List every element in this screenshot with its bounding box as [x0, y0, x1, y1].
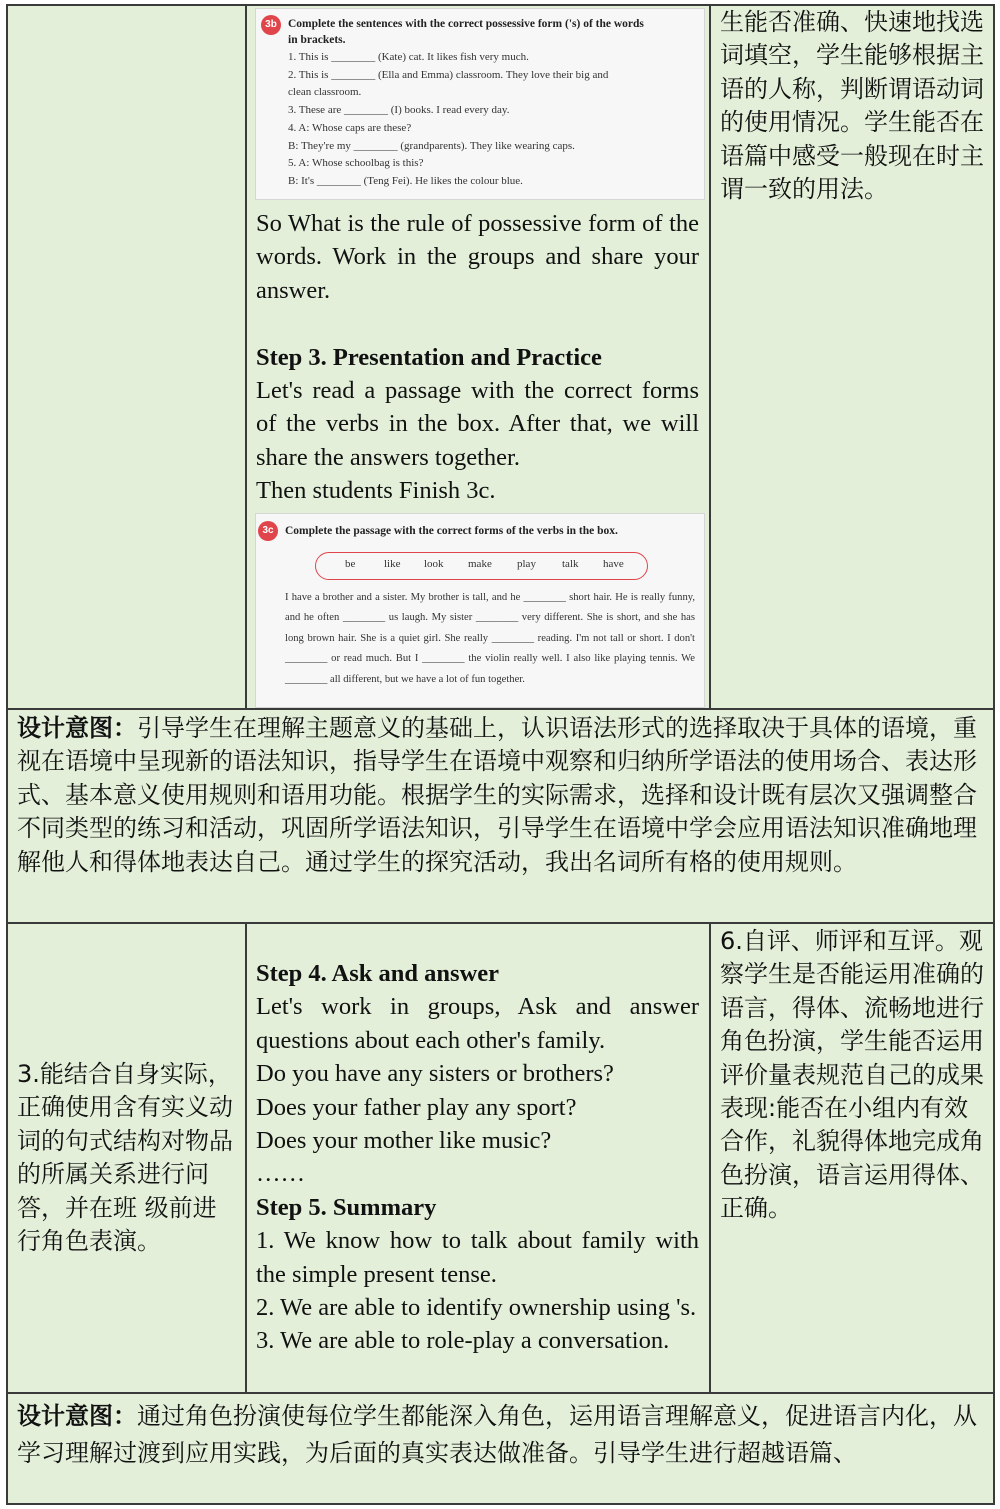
ellipsis: …… — [256, 1160, 305, 1188]
design-intent-cell-1 — [6, 708, 995, 924]
exercise-3b-image — [255, 8, 705, 200]
exercise-3b-line: 2. This is ________ (Ella and Emma) classroom. They love their big and — [288, 68, 609, 81]
verb-box — [315, 552, 648, 580]
step4-title: Step 4. Ask and answer — [256, 960, 500, 987]
step5-title: Step 5. Summary — [256, 1193, 437, 1221]
left-bottom-cell — [6, 922, 247, 1394]
summary-item-3: 3. We are able to role-play a conversation. — [256, 1327, 670, 1355]
verb-word: be — [345, 558, 356, 570]
step4-intro: Let's work in groups, Ask and answer questions about each other's family. — [256, 993, 699, 1054]
exercise-3c-image — [255, 513, 705, 708]
exercise-3b-line: B: They're my ________ (grandparents). They like wearing caps. — [288, 139, 575, 152]
learning-objective-3: 3.能结合自身实际，正确使用含有实义动词的句式结构对物品的所属关系进行问答，并在班 级前进行角色表演。 — [17, 1060, 233, 1256]
exercise-3b-title: Complete the sentences with the correct possessive form ('s) of the words — [288, 18, 644, 30]
design-intent-cell-2 — [6, 1392, 995, 1505]
verb-word: play — [517, 558, 536, 570]
exercise-3b-line: B: It's ________ (Teng Fei). He likes the colour blue. — [288, 174, 523, 187]
summary-item-2: 2. We are able to identify ownership using 's. — [256, 1294, 697, 1322]
step3-text: Let's read a passage with the correct forms of the verbs in the box. After that, we will share the answers together. — [256, 377, 699, 471]
middle-bottom-cell — [245, 922, 711, 1394]
verb-word: have — [603, 558, 624, 570]
right-bottom-cell — [709, 922, 995, 1394]
exercise-3c-passage: I have a brother and a sister. My brother is tall, and he ________ short hair. He is really funny, and he often ________ us laugh. My sister ________ very different. She is short, and she has long brown hair. She is a quiet girl. She really ________ reading. I'm not tall or short. I don't ________ or read much. But I ________ the violin really well. I also like playing tennis. We ________ all different, but we have a lot of fun together. — [285, 592, 695, 685]
design-intent-label: 设计意图： — [17, 1402, 137, 1430]
summary-item-1: 1. We know how to talk about family with the simple present tense. — [256, 1227, 699, 1288]
verb-word: like — [384, 558, 401, 570]
exercise-3b-line: 1. This is ________ (Kate) cat. It likes fish very much. — [288, 51, 529, 63]
exercise-3b-line: clean classroom. — [288, 86, 362, 99]
step3-title: Step 3. Presentation and Practice — [256, 343, 602, 371]
exercise-3b-badge: 3b — [261, 15, 281, 35]
verb-word: talk — [562, 558, 579, 570]
right-top-cell — [709, 4, 995, 710]
design-intent-text: 通过角色扮演使每位学生都能深入角色，运用语言理解意义，促进语言内化，从学习理解过渡到应用实践，为后面的真实表达做准备。引导学生进行超越语篇、 — [17, 1402, 977, 1467]
assessment-text-bottom: 6.自评、师评和互评。观察学生是否能运用准确的语言，得体、流畅地进行角色扮演，学生能否运用评价量表规范自己的成果表现:能否在小组内有效合作，礼貌得体地完成角色扮演，语言运用得体、正确。 — [720, 927, 984, 1223]
exercise-3b-line: 4. A: Whose caps are these? — [288, 121, 412, 134]
question-3: Does your mother like music? — [256, 1127, 552, 1155]
possessive-rule-prompt: So What is the rule of possessive form of the words. Work in the groups and share your answer. — [256, 210, 699, 304]
exercise-3b-line: 3. These are ________ (I) books. I read every day. — [288, 104, 510, 117]
assessment-text-top: 生能否准确、快速地找选词填空，学生能够根据主语的人称，判断谓语动词的使用情况。学生能否在语篇中感受一般现在时主谓一致的用法。 — [720, 8, 984, 204]
design-intent-text: 引导学生在理解主题意义的基础上，认识语法形式的选择取决于具体的语境，重视在语境中呈现新的语法知识，指导学生在语境中观察和归纳所学语法的使用场合、表达形式、基本意义使用规则和语用功能。根据学生的实际需求，选择和设计既有层次又强调整合不同类型的练习和活动，巩固所学语法知识，引导学生在语境中学会应用语法知识准确地理解他人和得体地表达自己。通过学生的探究活动，我出名词所有格的使用规则。 — [17, 714, 977, 876]
question-2: Does your father play any sport? — [256, 1093, 577, 1121]
question-1: Do you have any sisters or brothers? — [256, 1060, 614, 1088]
step3-then: Then students Finish 3c. — [256, 477, 496, 505]
exercise-3b-title-cont: in brackets. — [288, 34, 346, 46]
design-intent-label: 设计意图： — [17, 714, 137, 742]
exercise-3c-title: Complete the passage with the correct forms of the verbs in the box. — [285, 525, 618, 537]
exercise-3b-line: 5. A: Whose schoolbag is this? — [288, 157, 424, 170]
verb-word: make — [468, 558, 492, 570]
left-top-cell — [6, 4, 247, 710]
exercise-3c-badge: 3c — [258, 521, 278, 541]
middle-top-cell — [245, 4, 711, 710]
verb-word: look — [424, 558, 444, 570]
